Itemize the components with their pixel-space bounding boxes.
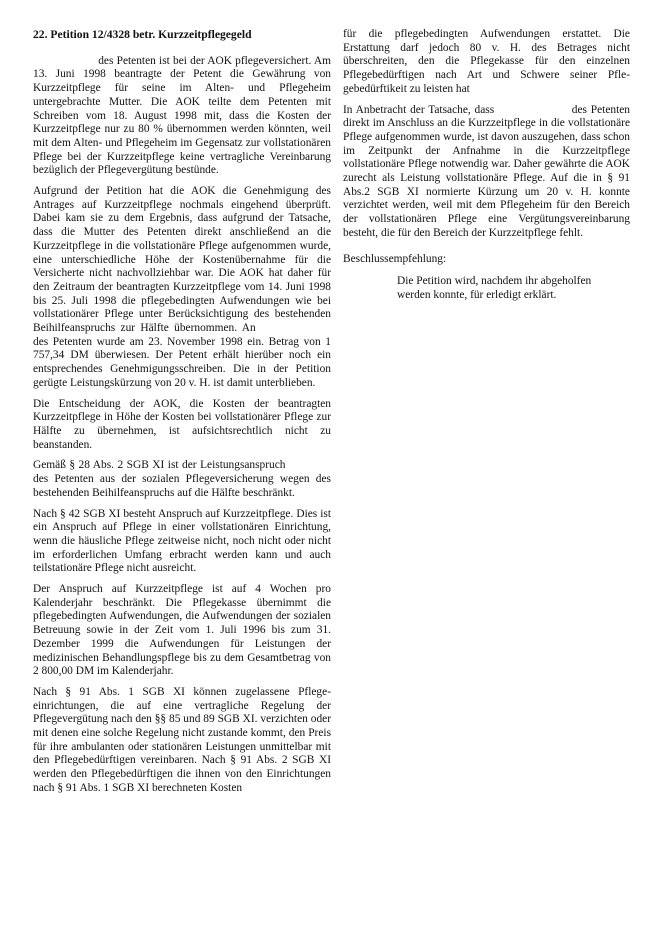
- redacted-name: [33, 56, 95, 66]
- paragraph-2: Aufgrund der Petition hat die AOK die Genehmigung des Antrages auf Kurzzeitpflege nochmals eingehend überprüft. Dabei kam sie zu dem Ergebnis, dass aufgrund der Tatsache, dass die Mutter des Petenten direkt anschließend an die Kurzzeitpflege in die vollstationäre Pflege aufgenommen wurde, eine unterschiedliche Höhe der Kostenübernahme für die Versicherte nicht nachvollziehbar war. Die AOK hat daher für den Zeitraum der beantragten Kurzzeitpflege vom 14. Juni 1998 bis 25. Juli 1998 die pflegebedingten Aufwendungen wie bei vollstationärer Pflege unter Berücksichtigung des bestehenden Beihilfeanspruchs zur Hälfte übernommen. An des Petenten wurde am 23. November 1998 ein. Betrag von 1 757,34 DM überwiesen. Der Petent erhält hierüber noch ein entsprechendes Genehmigungsschreiben. Die in der Petition gerügte Leistungskürzung von 20 v. H. ist damit unterblieben.: [33, 185, 331, 389]
- redacted-name: [498, 105, 568, 115]
- right-column: [343, 28, 630, 310]
- paragraph-4: Gemäß § 28 Abs. 2 SGB XI ist der Leistungsanspruch des Petenten aus der sozialen Pflegeversicherung wegen des bestehenden Beihilfeanspruchs auf die Hälfte beschränkt.: [33, 459, 331, 499]
- paragraph-6: Der Anspruch auf Kurzzeitpflege ist auf 4 Wochen pro Kalenderjahr beschränkt. Die Pflegekasse übernimmt die pflegebedingten Aufwendungen, die Aufwendungen der sozialen Betreuung sowie in der Zeit vom 1. Juli 1996 bis zum 31. Dezember 1999 die Aufwendungen für Leistungen der medizinischen Behandlungspflege bis zu dem Gesamtbetrag von 2 800,00 DM im Kalenderjahr.: [33, 583, 331, 678]
- redacted-name: [289, 461, 331, 471]
- redacted-name: [261, 323, 331, 333]
- petition-heading: 22. Petition 12/4328 betr. Kurzzeitpflegegeld: [33, 28, 252, 41]
- paragraph-8: für die pflegebedingten Aufwendungen erstattet. Die Erstattung darf jedoch 80 v. H. des Betrages nicht überschreiten, den die Pflegekasse für den einzelnen Pflegebedürftigen nach Art und Schwere seiner Pflegebedürftikeit zu leisten hat: [343, 28, 630, 95]
- paragraph-3: Die Entscheidung der AOK, die Kosten der beantragten Kurzzeitpflege in Höhe der Kosten bei vollstationärer Pflege zur Hälfte zu übernehmen, ist aufsichtsrechtlich nicht zu beanstanden.: [33, 397, 331, 451]
- paragraph-5: Nach § 42 SGB XI besteht Anspruch auf Kurzzeitpflege. Dies ist ein Anspruch auf Pflege in einer vollstationären Einrichtung, wenn die häusliche Pflege zeitweise nicht, noch nicht oder nicht im erforderlichen Umfang erbracht werden kann und auch teilstationäre Pflege nicht ausreicht.: [33, 507, 331, 575]
- paragraph-1: des Petenten ist bei der AOK pflegeversichert. Am 13. Juni 1998 beantragte der Petent die Gewährung von Kurzzeitpflege für seine im Alten- und Pflegeheim untergebrachte Mutter. Die AOK teilte dem Petenten mit Schreiben vom 18. August 1998 mit, dass die Kosten der Kurzzeitpflege nur zu 80 % übernommen werden könnten, weil mit dem Alten- und Pflegeheim im Gegensatz zur vollstationären Pflege bei der Kurzzeitpflege keine vertragliche Vereinbarung bezüglich der Pflegevergütung bestünde.: [33, 54, 332, 177]
- paragraph-7: Nach § 91 Abs. 1 SGB XI können zugelassene Pflegeeinrichtungen, die auf eine vertragliche Regelung der Pflegevergütung nach den §§ 85 und 89 SGB XI. verzichten oder mit denen eine solche Regelung nicht zustande kommt, den Preis für ihre ambulanten oder stationären Leistungen unmittelbar mit den Pflegebedürftigen vereinbaren. Nach § 91 Abs. 2 SGB XI werden den Pflegebedürftigen die ihnen von den Einrichtungen nach § 91 Abs. 1 SGB XI berechneten Kosten: [33, 685, 331, 794]
- left-column: [33, 28, 331, 803]
- recommendation-text: Die Petition wird, nachdem ihr abgeholfen werden konnte, für erledigt erklärt.: [397, 275, 592, 301]
- recommendation-label: Beschlussempfehlung:: [343, 252, 447, 265]
- paragraph-9: In Anbetracht der Tatsache, dass des Petenten direkt im Anschluss an die Kurzzeitpflege in die vollstationäre Pflege aufgenommen wurde, ist davon auszugehen, dass schon im Zeitpunkt der Anfnahme in die Kurzzeitpflege vollstationäre Pflege notwendig war. Daher gewährte die AOK zurecht als Leistung vollstationäre Pflege. Auf die in § 91 Abs.2 SGB XI normierte Kürzung um 20 v. H. konnte verzichtet werden, weil mit dem Pflegeheim für den Bereich der vollstationären Pflege eine Vergütungsvereinbarung besteht, die für den Bereich der Kurzzeitpflege fehlt.: [343, 103, 630, 239]
